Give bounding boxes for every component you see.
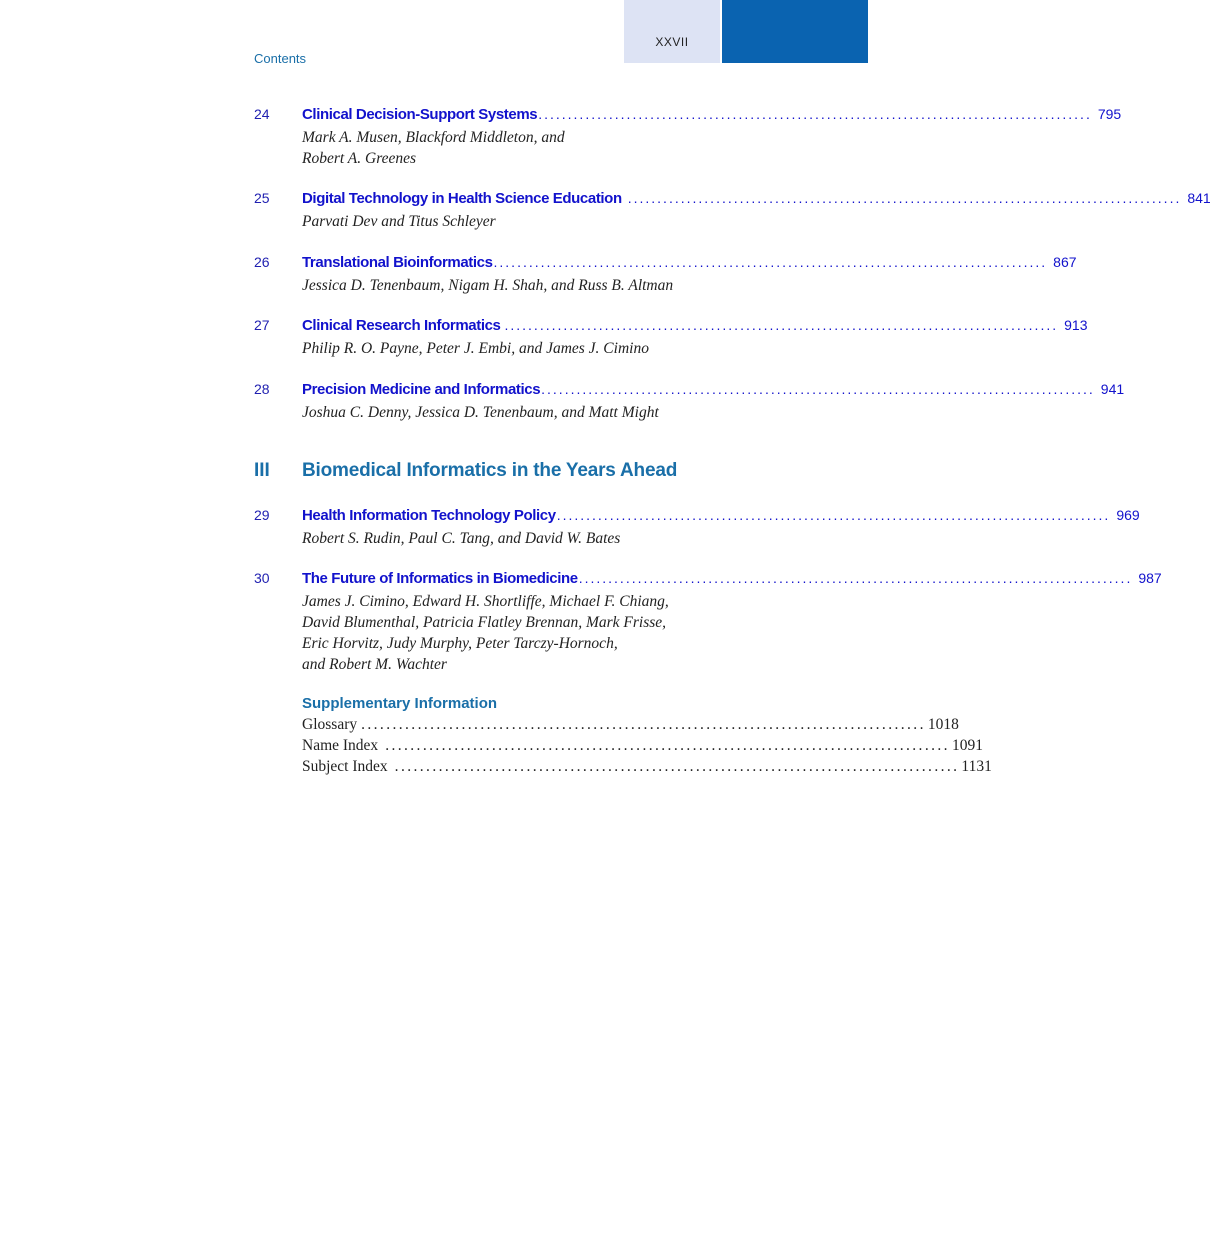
chapter-authors bbox=[302, 338, 722, 359]
chapter-number: 25 bbox=[254, 190, 270, 206]
author-line: Mark A. Musen, Blackford Middleton, and bbox=[302, 129, 565, 146]
dot-leader: .......................................................................................... bbox=[361, 716, 926, 733]
part-title[interactable]: Biomedical Informatics in the Years Ahead bbox=[302, 460, 678, 481]
dot-leader: .............................................................................................. bbox=[578, 570, 1133, 586]
chapter-number: 24 bbox=[254, 106, 270, 122]
author-line: Philip R. O. Payne, Peter J. Embi, and James J. Cimino bbox=[302, 340, 649, 357]
supp-item-page[interactable]: 1091 bbox=[951, 737, 983, 754]
chapter-page-link[interactable]: 841 bbox=[1187, 190, 1211, 206]
chapter-title-link[interactable]: Translational Bioinformatics bbox=[302, 254, 493, 271]
author-line: Jessica D. Tenenbaum, Nigam H. Shah, and Russ B. Altman bbox=[302, 277, 674, 294]
chapter-title-link[interactable]: Clinical Decision-Support Systems bbox=[302, 106, 538, 123]
author-line: and Robert M. Wachter bbox=[302, 656, 447, 673]
header-tab-dark bbox=[722, 0, 868, 63]
page-number: XXVII bbox=[655, 35, 689, 49]
chapter-title-link[interactable]: Digital Technology in Health Science Education bbox=[302, 190, 622, 207]
author-line: James J. Cimino, Edward H. Shortliffe, Michael F. Chiang, bbox=[302, 593, 669, 610]
header-tab-light bbox=[624, 0, 720, 63]
dot-leader: .............................................................................................. bbox=[556, 507, 1111, 523]
dot-leader: .............................................................................................. bbox=[627, 190, 1182, 206]
supplementary-heading: Supplementary Information bbox=[302, 695, 498, 712]
supp-item-label[interactable]: Glossary bbox=[302, 716, 358, 733]
chapter-number: 27 bbox=[254, 317, 270, 333]
chapter-number: 26 bbox=[254, 254, 270, 270]
chapter-page-link[interactable]: 941 bbox=[1100, 381, 1125, 397]
supp-item-name-index[interactable] bbox=[302, 737, 983, 757]
supp-item-subject-index[interactable] bbox=[302, 758, 992, 778]
author-line: Eric Horvitz, Judy Murphy, Peter Tarczy-Hornoch, bbox=[302, 635, 618, 652]
author-line: Joshua C. Denny, Jessica D. Tenenbaum, and Matt Might bbox=[302, 404, 659, 421]
dot-leader: .............................................................................................. bbox=[493, 254, 1048, 270]
chapter-authors bbox=[302, 528, 722, 549]
chapter-title-link[interactable]: Clinical Research Informatics bbox=[302, 317, 501, 334]
chapter-number: 28 bbox=[254, 381, 270, 397]
chapter-page-link[interactable]: 795 bbox=[1097, 106, 1122, 122]
author-line: Robert S. Rudin, Paul C. Tang, and David W. Bates bbox=[302, 530, 621, 547]
chapter-authors bbox=[302, 275, 722, 296]
chapter-page-link[interactable]: 913 bbox=[1064, 317, 1088, 333]
chapter-authors bbox=[302, 591, 722, 675]
chapter-authors bbox=[302, 127, 722, 169]
chapter-title-link[interactable]: Precision Medicine and Informatics bbox=[302, 381, 541, 398]
supp-item-page[interactable]: 1131 bbox=[961, 758, 992, 775]
author-line: Robert A. Greenes bbox=[302, 150, 417, 167]
supp-item-label[interactable]: Name Index bbox=[302, 737, 379, 754]
supp-item-page[interactable]: 1018 bbox=[927, 716, 959, 733]
chapter-page-link[interactable]: 987 bbox=[1138, 570, 1162, 586]
chapter-title-link[interactable]: Health Information Technology Policy bbox=[302, 507, 556, 524]
supp-item-glossary[interactable] bbox=[302, 716, 959, 736]
chapter-page-link[interactable]: 867 bbox=[1053, 254, 1077, 270]
supp-item-label[interactable]: Subject Index bbox=[302, 758, 388, 775]
author-line: Parvati Dev and Titus Schleyer bbox=[302, 213, 496, 230]
chapter-number: 30 bbox=[254, 570, 270, 586]
dot-leader: .............................................................................................. bbox=[541, 381, 1095, 397]
part-number: III bbox=[254, 460, 270, 481]
dot-leader: .............................................................................................. bbox=[538, 106, 1092, 122]
chapter-authors bbox=[302, 402, 722, 423]
dot-leader: .............................................................................................. bbox=[504, 317, 1059, 333]
chapter-number: 29 bbox=[254, 507, 270, 523]
dot-leader: .......................................................................................... bbox=[394, 758, 960, 775]
chapter-authors bbox=[302, 211, 722, 232]
chapter-page-link[interactable]: 969 bbox=[1116, 507, 1140, 523]
running-head: Contents bbox=[254, 51, 307, 66]
chapter-title-link[interactable]: The Future of Informatics in Biomedicine bbox=[302, 570, 578, 587]
dot-leader: .......................................................................................... bbox=[385, 737, 950, 754]
author-line: David Blumenthal, Patricia Flatley Brennan, Mark Frisse, bbox=[302, 614, 667, 631]
